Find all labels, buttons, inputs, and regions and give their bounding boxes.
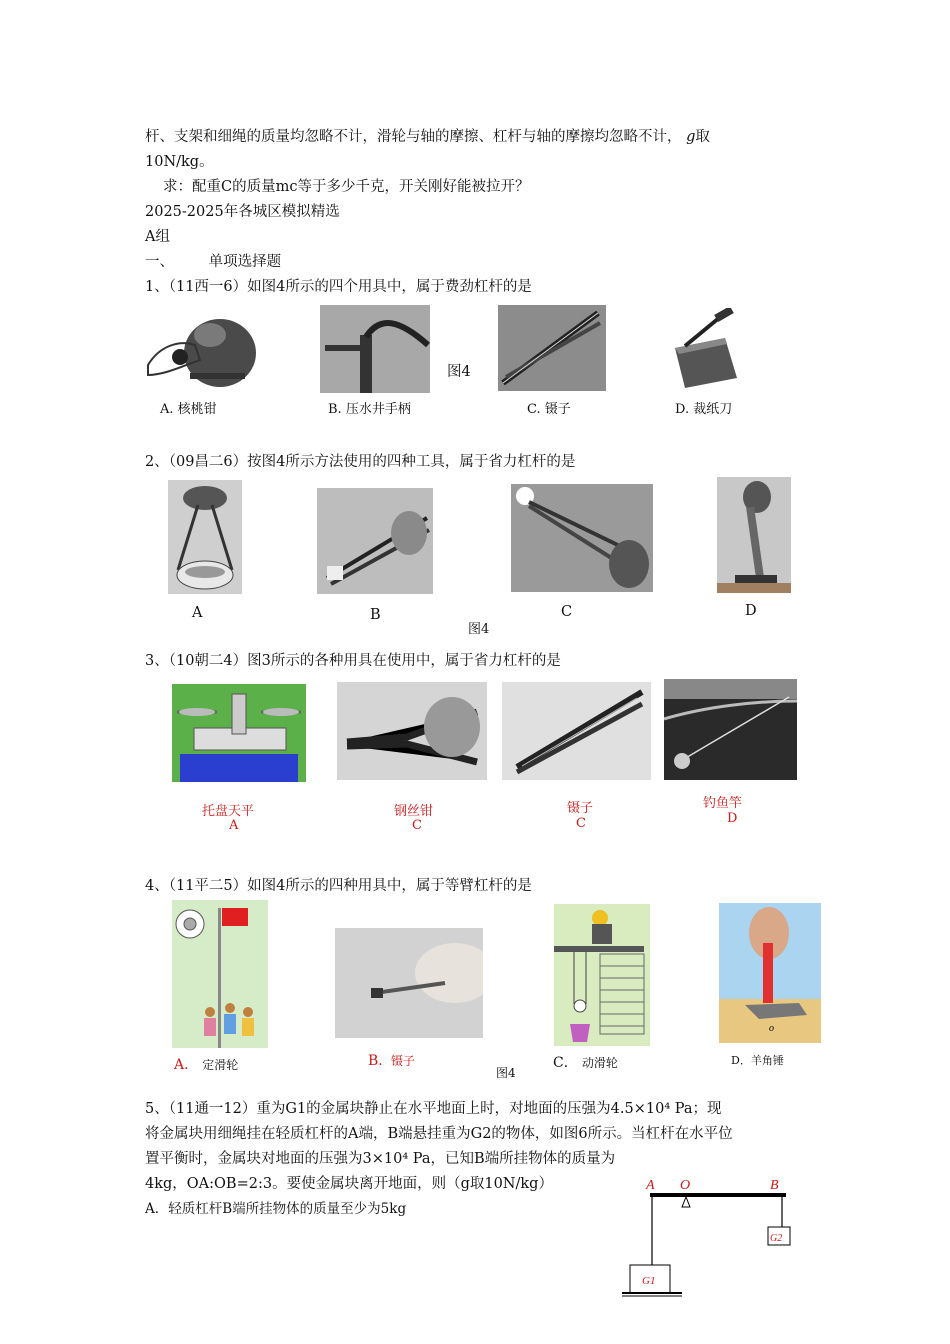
chopsticks-image <box>317 488 433 594</box>
option-4b-name: 镊子 <box>390 1054 415 1068</box>
balance-scale-image <box>172 684 306 782</box>
tweezers-hand-image <box>335 928 483 1038</box>
intro-line-1 <box>145 127 710 147</box>
option-3c-letter: C <box>576 816 586 831</box>
question-2-text: 2、（09昌二6）按图4所示方法使用的四种工具，属于省力杠杆的是 <box>145 454 576 470</box>
option-2d: D <box>745 603 757 619</box>
option-4c-name: 动滑轮 <box>581 1056 618 1070</box>
label-g2: G2 <box>770 1233 783 1244</box>
fishing-rod-image <box>664 679 797 780</box>
question-1-text: 1、（11西一6）如图4所示的四个用具中，属于费劲杠杆的是 <box>145 279 532 295</box>
walnut-cracker-image <box>140 305 260 395</box>
option-4a <box>174 1054 238 1074</box>
option-3d-letter: D <box>727 811 738 826</box>
question-5-line-2: 将金属块用细绳挂在轻质杠杆的A端，B端悬挂重为G2的物体，如图6所示。当杠杆在水平位 <box>145 1126 733 1142</box>
label-b: B <box>770 1178 779 1193</box>
label-g1: G1 <box>642 1275 656 1287</box>
part-number: 一、 <box>145 254 174 270</box>
intro-line-1-text: 杆、支架和细绳的质量均忽略不计，滑轮与轴的摩擦、杠杆与轴的摩擦均忽略不计， <box>145 129 682 145</box>
section-title: 2025-2025年各城区模拟精选 <box>145 204 340 220</box>
g-symbol: g <box>686 129 696 145</box>
option-3b-letter: C <box>412 818 422 833</box>
intro-line-1-end: 取 <box>695 129 710 145</box>
option-4c-letter: C． <box>553 1055 578 1071</box>
option-4b <box>368 1052 415 1069</box>
label-o: O <box>680 1178 691 1193</box>
option-1a: A. 核桃钳 <box>160 402 217 417</box>
option-4a-letter: A． <box>174 1057 199 1073</box>
svg-text:o: o <box>769 1023 774 1034</box>
part-title: 单项选择题 <box>208 254 282 270</box>
claw-hammer-image <box>717 477 791 593</box>
option-4a-name: 定滑轮 <box>202 1058 239 1072</box>
option-3d-name: 钓鱼竿 <box>703 796 743 811</box>
option-4c <box>553 1052 618 1072</box>
part-heading <box>145 252 281 272</box>
paper-cutter-image <box>665 308 745 388</box>
figure-label-q2: 图4 <box>468 622 490 637</box>
fixed-pulley-image <box>172 900 268 1048</box>
intro-line-2: 10N/kg。 <box>145 154 214 170</box>
option-4d <box>731 1052 784 1068</box>
option-4d-letter: D． <box>731 1054 751 1067</box>
option-1b: B. 压水井手柄 <box>328 402 411 417</box>
figure-label-q1: 图4 <box>447 364 471 380</box>
claw-hammer-image-q4 <box>719 903 821 1043</box>
option-4d-name: 羊角锤 <box>750 1054 784 1067</box>
nutcracker-hand-image <box>511 484 653 592</box>
wire-pliers-image <box>337 682 487 780</box>
option-3c-name: 镊子 <box>567 801 594 816</box>
option-2b: B <box>370 607 381 623</box>
group-label: A组 <box>145 229 170 245</box>
option-2a: A <box>192 605 203 621</box>
option-1c: C. 镊子 <box>527 402 571 417</box>
lever-diagram <box>620 1175 800 1300</box>
tweezers-image-q3 <box>502 682 651 780</box>
option-3a-name: 托盘天平 <box>202 804 255 819</box>
intro-line-3: 求：配重C的质量mc等于多少千克，开关刚好能被拉开？ <box>163 179 530 195</box>
tweezers-image-q1 <box>498 305 606 391</box>
label-a: A <box>646 1178 655 1193</box>
figure-label-q4: 图4 <box>496 1066 516 1080</box>
option-3a-letter: A <box>229 818 239 833</box>
question-3-text: 3、（10朝二4）图3所示的各种用具在使用中，属于省力杠杆的是 <box>145 653 561 669</box>
pump-handle-image <box>320 305 430 393</box>
question-5-line-4: 4kg，OA:OB=2:3。要使金属块离开地面，则（g取10N/kg） <box>145 1176 553 1192</box>
option-1d: D. 裁纸刀 <box>675 402 733 417</box>
question-5-line-1: 5、（11通一12）重为G1的金属块静止在水平地面上时，对地面的压强为4.5×10⁴ Pa；现 <box>145 1101 722 1117</box>
question-5-line-3: 置平衡时，金属块对地面的压强为3×10⁴ Pa，已知B端所挂物体的质量为 <box>145 1151 616 1167</box>
option-4b-letter: B. <box>368 1053 383 1069</box>
movable-pulley-image <box>554 904 650 1046</box>
question-4-text: 4、（11平二5）如图4所示的四种用具中，属于等臂杠杆的是 <box>145 878 532 894</box>
tongs-image <box>168 480 242 594</box>
option-2c: C <box>561 604 573 620</box>
option-3b-name: 钢丝钳 <box>394 804 434 819</box>
question-5-option-a: A．轻质杠杆B端所挂物体的质量至少为5kg <box>145 1201 407 1217</box>
